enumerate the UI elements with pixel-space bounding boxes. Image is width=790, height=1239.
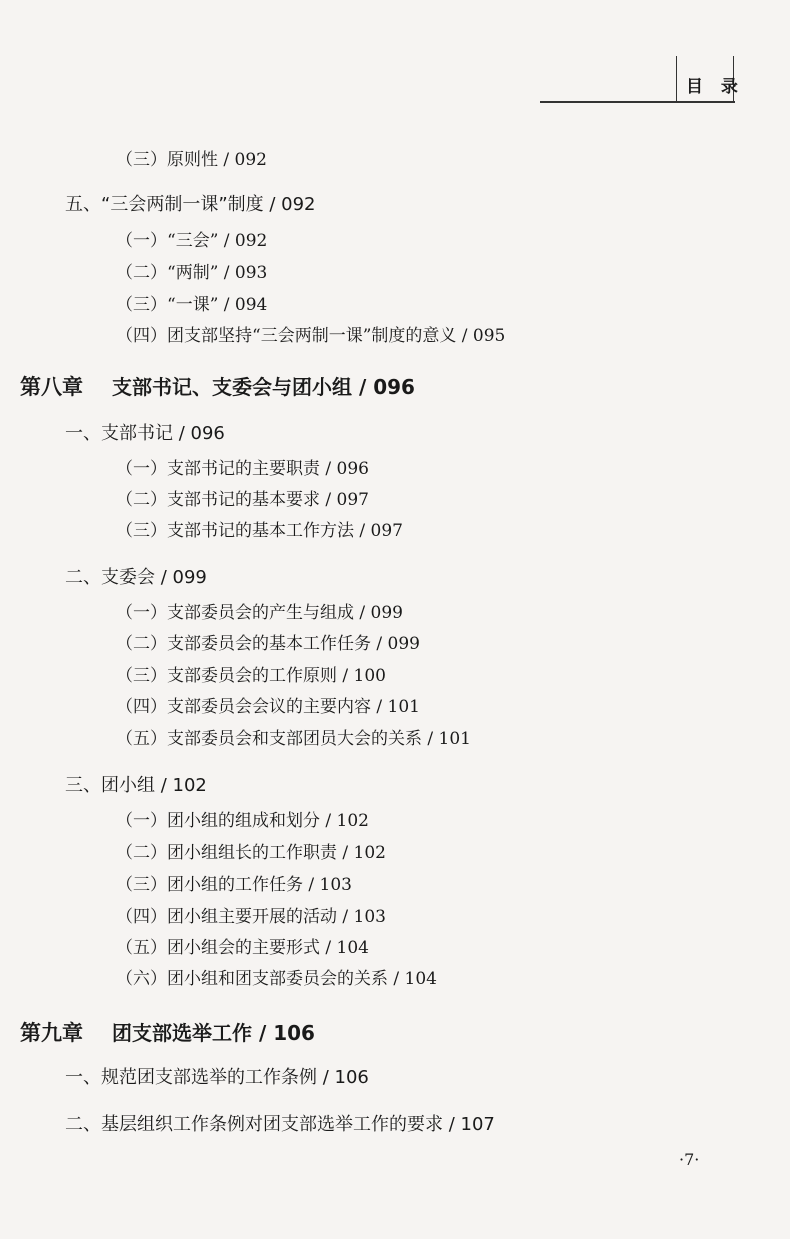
toc-section: 二、基层组织工作条例对团支部选举工作的要求 / 107 [65, 1114, 495, 1135]
chapter-number: 第九章 [20, 1020, 83, 1045]
toc-section: 五、“三会两制一课”制度 / 092 [65, 194, 316, 215]
toc-entry: （三）支部书记的基本工作方法 / 097 [116, 521, 403, 541]
toc-entry: （二）“两制” / 093 [116, 263, 268, 283]
toc-entry: （四）支部委员会会议的主要内容 / 101 [116, 697, 420, 717]
toc-entry: （三）支部委员会的工作原则 / 100 [116, 666, 386, 686]
toc-entry: （五）团小组会的主要形式 / 104 [116, 938, 369, 958]
running-header-title: 目 录 [686, 77, 744, 97]
toc-entry: （一）“三会” / 092 [116, 231, 268, 251]
toc-entry: （三）团小组的工作任务 / 103 [116, 875, 352, 895]
page-number: ·7· [679, 1150, 700, 1169]
toc-entry: （二）团小组组长的工作职责 / 102 [116, 843, 386, 863]
chapter-title: 支部书记、支委会与团小组 / 096 [112, 375, 415, 399]
header-rule [540, 101, 735, 103]
toc-entry: （三）原则性 / 092 [116, 150, 267, 170]
toc-section: 一、支部书记 / 096 [65, 423, 225, 444]
toc-entry: （五）支部委员会和支部团员大会的关系 / 101 [116, 729, 471, 749]
toc-section: 一、规范团支部选举的工作条例 / 106 [65, 1067, 369, 1088]
toc-entry: （一）支部委员会的产生与组成 / 099 [116, 603, 403, 623]
toc-entry: （二）支部书记的基本要求 / 097 [116, 490, 369, 510]
chapter-heading-9 [20, 1017, 315, 1047]
toc-entry: （三）“一课” / 094 [116, 295, 268, 315]
toc-entry: （二）支部委员会的基本工作任务 / 099 [116, 634, 420, 654]
toc-section: 三、团小组 / 102 [65, 775, 207, 796]
chapter-title: 团支部选举工作 / 106 [112, 1021, 315, 1045]
toc-entry: （六）团小组和团支部委员会的关系 / 104 [116, 969, 437, 989]
toc-entry: （四）团支部坚持“三会两制一课”制度的意义 / 095 [116, 326, 506, 346]
chapter-number: 第八章 [20, 374, 83, 399]
toc-entry: （一）支部书记的主要职责 / 096 [116, 459, 369, 479]
toc-entry: （一）团小组的组成和划分 / 102 [116, 811, 369, 831]
toc-section: 二、支委会 / 099 [65, 567, 207, 588]
toc-entry: （四）团小组主要开展的活动 / 103 [116, 907, 386, 927]
chapter-heading-8 [20, 371, 415, 401]
